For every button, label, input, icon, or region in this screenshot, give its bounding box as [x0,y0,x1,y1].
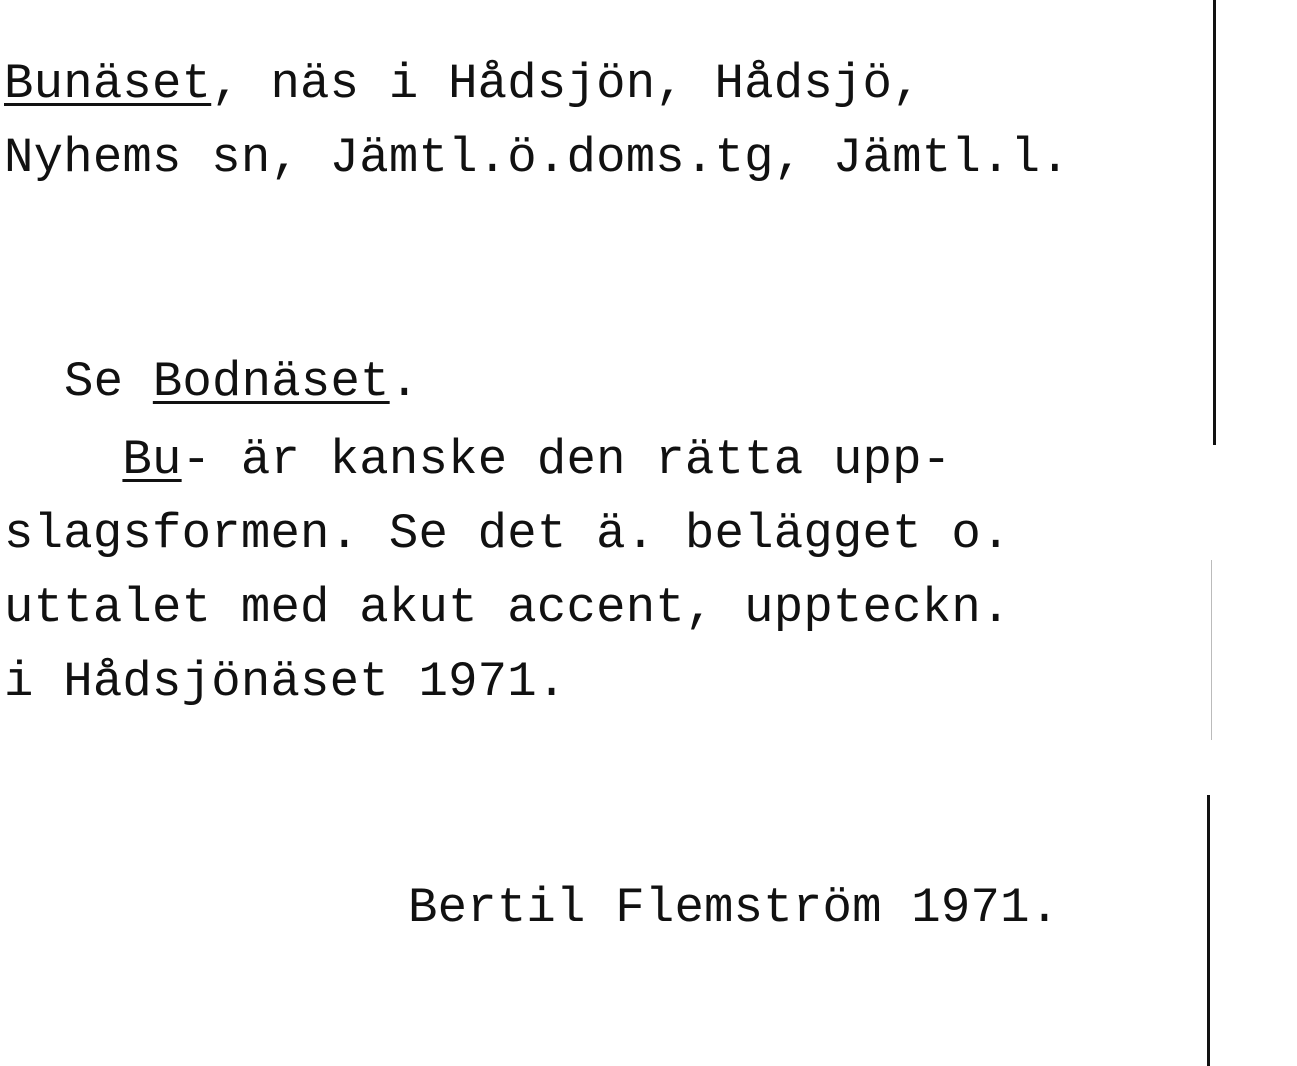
headword: Bunäset [4,56,212,112]
header-line-2: Nyhems sn, Jämtl.ö.doms.tg, Jämtl.l. [4,130,1070,186]
note-line-1 [4,432,951,488]
note-line-3: uttalet med akut accent, uppteckn. [4,580,1011,636]
header-line-1-rest: , näs i Hådsjön, Hådsjö, [211,56,922,112]
card-edge-line-upper [1213,0,1216,445]
note-form: Bu [122,432,182,488]
card-edge-line-faint [1211,560,1212,740]
reference-target: Bodnäset [152,354,390,410]
reference-prefix: Se [64,354,153,410]
card-edge-line-lower [1207,795,1210,1066]
reference-line [64,354,419,410]
note-line-4: i Hådsjönäset 1971. [4,654,567,710]
reference-suffix: . [389,354,420,410]
signature: Bertil Flemström 1971. [408,880,1060,936]
note-indent [4,432,122,488]
header-line-1 [4,56,922,112]
note-line-1-rest: - är kanske den rätta upp- [181,432,952,488]
note-line-2: slagsformen. Se det ä. belägget o. [4,506,1011,562]
